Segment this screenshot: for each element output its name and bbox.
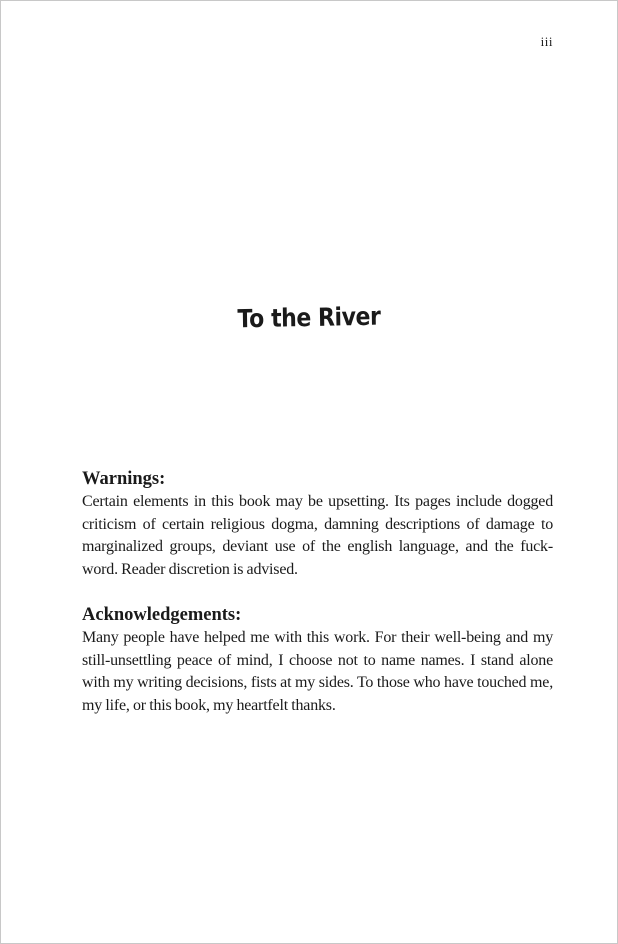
page-number: iii [540,34,553,49]
acknowledgements-section [82,603,553,717]
book-title: To the River [237,301,381,334]
warnings-section [82,467,553,581]
warnings-heading: Warnings: [82,469,166,489]
warnings-text: Certain elements in this book may be upsetting. Its pages include dogged criticism of certain religious dogma, damning descriptions of damage to marginalized groups, deviant use of the english language, and the fuck-word. Reader discretion is advised. [82,493,553,578]
front-matter-content [82,467,553,717]
acknowledgements-text: Many people have helped me with this work. For their well-being and my still-unsettling peace of mind, I choose not to name names. I stand alone with my writing decisions, fists at my sides. To those who have touched me, my life, or this book, my heartfelt thanks. [82,629,553,714]
acknowledgements-heading: Acknowledgements: [82,605,242,625]
